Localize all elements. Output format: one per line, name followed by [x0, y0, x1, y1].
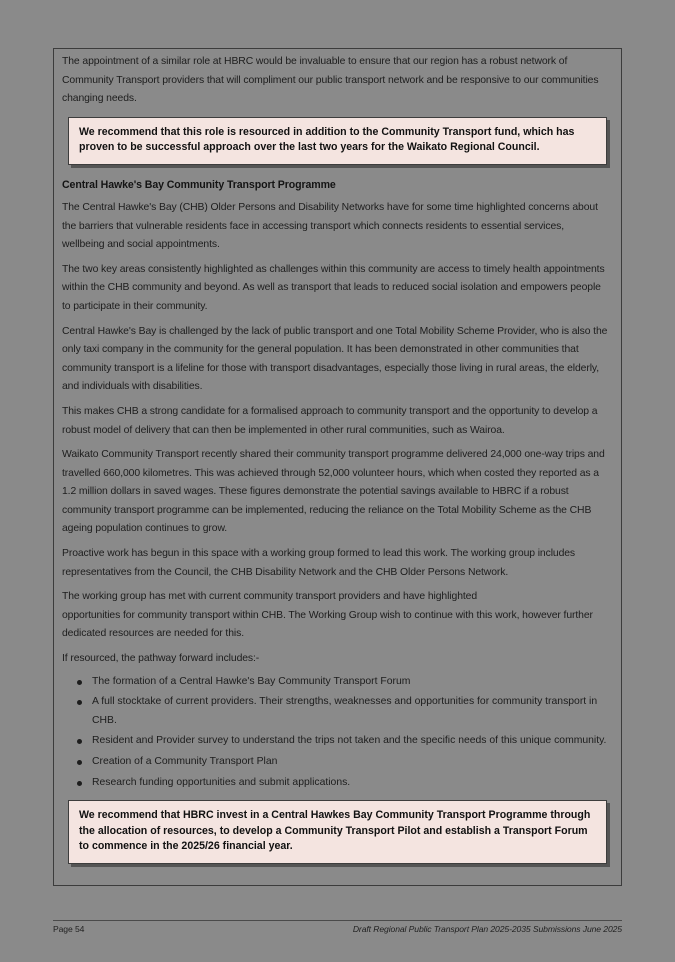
section-heading-chb-programme: Central Hawke's Bay Community Transport Programme	[62, 178, 336, 191]
recommendation-text-second: We recommend that HBRC invest in a Central Hawkes Bay Community Transport Programme through the allocation of resources, to develop a Community Transport Pilot and establish a Transport Forum to commence in the 2025/26 financial year.	[79, 809, 591, 853]
list-item: Resident and Provider survey to understand the trips not taken and the specific needs of this unique community.	[76, 732, 609, 751]
page-footer	[53, 920, 622, 934]
document-page	[53, 48, 622, 886]
recommendation-text-first: We recommend that this role is resourced in addition to the Community Transport fund, which has proven to be successful approach over the last two years for the Waikato Regional Council.	[79, 125, 575, 154]
paragraph-challenged: Central Hawke's Bay is challenged by the lack of public transport and one Total Mobility Scheme Provider, who is also the only taxi company in the community for the general population. It has been demonstrated in other communities that community transport is a lifeline for those with transport disadvantages, especially those living in rural areas, the elderly, and individuals with disabilities.	[62, 325, 608, 393]
list-item: Research funding opportunities and submit applications.	[76, 774, 609, 793]
paragraph-chb-concerns: The Central Hawke's Bay (CHB) Older Persons and Disability Networks have for some time highlighted concerns about the barriers that vulnerable residents face in accessing transport which connects residents to essential services, wellbeing and social appointments.	[62, 201, 598, 251]
list-item: Creation of a Community Transport Plan	[76, 753, 609, 772]
paragraph-strong-candidate: This makes CHB a strong candidate for a formalised approach to community transport and the opportunity to develop a robust model of delivery that can then be implemented in other rural communities, such as Wairoa.	[62, 405, 598, 436]
paragraph-proactive: Proactive work has begun in this space with a working group formed to lead this work. The working group includes representatives from the Council, the CHB Disability Network and the CHB Older Persons Network.	[62, 548, 576, 578]
footer-page-number: Page 54	[53, 924, 85, 934]
list-item: The formation of a Central Hawke's Bay Community Transport Forum	[76, 673, 609, 692]
recommendation-box-second	[68, 800, 607, 864]
paragraph-key-areas: The two key areas consistently highlighted as challenges within this community are access to timely health appointments within the CHB community and beyond. As well as transport that leads to reduced social isolation and empowers people to participate in their community.	[62, 263, 605, 312]
list-item: A full stocktake of current providers. Their strengths, weaknesses and opportunities for community transport in CHB.	[76, 693, 609, 730]
footer-document-reference: Draft Regional Public Transport Plan 2025-2035 Submissions June 2025	[352, 924, 622, 934]
pathway-bullet-list	[62, 673, 609, 793]
paragraph-working-group-met: The working group has met with current community transport providers and have highlighted	[62, 591, 478, 603]
paragraph-opportunities: opportunities for community transport within CHB. The Working Group wish to continue with this work, however further dedicated resources are needed for this.	[62, 609, 593, 640]
paragraph-pathway-intro: If resourced, the pathway forward includes:-	[62, 653, 260, 665]
paragraph-intro: The appointment of a similar role at HBRC would be invaluable to ensure that our region has a robust network of Community Transport providers that will compliment our public transport network and be responsive to our communities changing needs.	[62, 56, 599, 105]
paragraph-waikato-stats: Waikato Community Transport recently shared their community transport programme delivered 24,000 one-way trips and travelled 660,000 kilometres. This was achieved through 52,000 volunteer hours, which when costed they reported as a 1.2 million dollars in saved wages. These figures demonstrate the potential savings available to HBRC if a robust community transport programme can be implemented, reducing the reliance on the Total Mobility Scheme as the CHB ageing population continues to grow.	[62, 449, 605, 535]
recommendation-box-first	[68, 117, 607, 165]
